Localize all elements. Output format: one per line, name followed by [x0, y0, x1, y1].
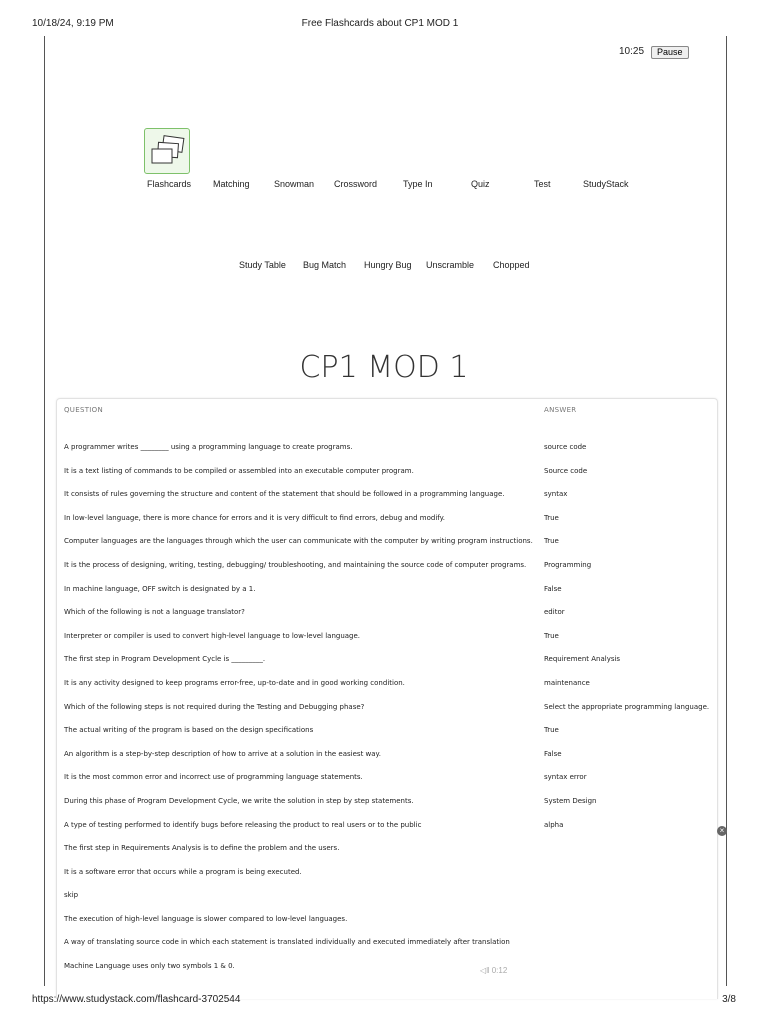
table-row [64, 655, 724, 679]
answer-cell: syntax error [544, 773, 587, 782]
mode-quiz[interactable]: Quiz [471, 179, 490, 189]
table-row [64, 514, 724, 538]
flashcards-icon[interactable] [144, 128, 190, 174]
mode-hungry-bug[interactable]: Hungry Bug [364, 260, 412, 270]
table-row [64, 962, 724, 986]
answer-cell: True [544, 513, 559, 522]
question-cell: During this phase of Program Development Cycle, we write the solution in step by step statements. [64, 796, 414, 805]
question-cell: A programmer writes ________ using a programming language to create programs. [64, 443, 353, 451]
question-cell: The first step in Program Development Cycle is _________. [64, 655, 266, 664]
question-cell: A type of testing performed to identify bugs before releasing the product to real users or to the public [64, 820, 422, 829]
table-row [64, 537, 724, 561]
mode-crossword[interactable]: Crossword [334, 179, 378, 189]
table-row [64, 821, 724, 845]
answer-cell: False [544, 584, 562, 593]
table-rows [64, 443, 724, 986]
mode-chopped[interactable]: Chopped [493, 260, 530, 270]
print-page-number: 3/8 [722, 994, 736, 1005]
answer-cell: editor [544, 608, 565, 617]
page-frame-left [44, 36, 45, 986]
print-footer [32, 994, 736, 1008]
question-cell: Interpreter or compiler is used to convert high-level language to low-level language. [64, 631, 361, 640]
mode-studystack[interactable]: StudyStack [583, 179, 629, 189]
print-title: Free Flashcards about CP1 MOD 1 [301, 18, 459, 29]
media-controls[interactable] [480, 966, 507, 975]
mode-type-in[interactable]: Type In [403, 179, 433, 189]
media-time: 0:12 [491, 966, 508, 975]
table-row [64, 868, 724, 892]
question-cell: It is any activity designed to keep programs error-free, up-to-date and in good working condition. [64, 678, 405, 687]
question-cell: In low-level language, there is more chance for errors and it is very difficult to find errors, debug and modify. [64, 513, 445, 522]
answer-cell: maintenance [544, 678, 590, 687]
question-cell: Which of the following is not a language translator? [64, 608, 245, 617]
table-row [64, 632, 724, 656]
table-row [64, 938, 724, 962]
pause-button[interactable]: Pause [651, 46, 689, 59]
mode-test[interactable]: Test [534, 179, 551, 189]
play-pause-icon[interactable]: ◁‖ [480, 966, 490, 975]
table-row [64, 585, 724, 609]
timer-display: 10:25 [619, 46, 645, 57]
table-row [64, 561, 724, 585]
answer-cell: System Design [544, 796, 597, 805]
table-row [64, 490, 724, 514]
answer-cell: syntax [544, 490, 568, 499]
page-frame-right [726, 36, 727, 986]
question-cell: Computer languages are the languages through which the user can communicate with the computer by writing program instructions. [64, 537, 533, 546]
table-row [64, 844, 724, 868]
mode-bug-match[interactable]: Bug Match [303, 260, 347, 270]
answer-cell: False [544, 749, 562, 758]
table-row [64, 797, 724, 821]
question-cell: It is the most common error and incorrect use of programming language statements. [64, 773, 363, 782]
question-cell: Which of the following steps is not required during the Testing and Debugging phase? [64, 702, 365, 711]
question-cell: The execution of high-level language is slower compared to low-level languages. [64, 914, 348, 923]
question-cell: The first step in Requirements Analysis is to define the problem and the users. [64, 844, 340, 853]
question-cell: It consists of rules governing the structure and content of the statement that should be followed in a programming language. [64, 490, 505, 499]
print-url: https://www.studystack.com/flashcard-3702544 [32, 994, 241, 1005]
answer-column-header: ANSWER [544, 406, 577, 414]
answer-cell: Source code [544, 466, 588, 475]
answer-cell: source code [544, 443, 587, 451]
answer-cell: True [544, 537, 559, 546]
mode-snowman[interactable]: Snowman [274, 179, 315, 189]
question-cell: A way of translating source code in which each statement is translated individually and executed immediately after translation [64, 938, 510, 947]
print-date: 10/18/24, 9:19 PM [32, 18, 114, 29]
mode-study-table[interactable]: Study Table [239, 260, 286, 270]
question-cell: skip [64, 891, 79, 900]
question-cell: It is the process of designing, writing, testing, debugging/ troubleshooting, and maintaining the source code of computer programs. [64, 560, 527, 569]
answer-cell: True [544, 631, 559, 640]
question-cell: In machine language, OFF switch is designated by a 1. [64, 584, 256, 593]
answer-cell: Requirement Analysis [544, 655, 621, 664]
mode-flashcards[interactable]: Flashcards [147, 179, 192, 189]
question-cell: An algorithm is a step-by-step description of how to arrive at a solution in the easiest way. [64, 749, 381, 758]
table-row [64, 773, 724, 797]
table-row [64, 467, 724, 491]
mode-unscramble[interactable]: Unscramble [426, 260, 475, 270]
answer-cell: True [544, 726, 559, 735]
answer-cell: Select the appropriate programming language. [544, 702, 710, 711]
table-row [64, 608, 724, 632]
question-column-header: QUESTION [64, 406, 103, 414]
question-cell: The actual writing of the program is based on the design specifications [64, 726, 314, 735]
question-cell: Machine Language uses only two symbols 1 & 0. [64, 962, 235, 971]
question-cell: It is a text listing of commands to be compiled or assembled into an executable computer program. [64, 466, 414, 475]
table-row [64, 726, 724, 750]
deck-title: CP1 MOD 1 [299, 350, 469, 385]
question-cell: It is a software error that occurs while a program is being executed. [64, 867, 302, 876]
close-icon[interactable]: × [717, 826, 727, 836]
table-row [64, 915, 724, 939]
table-row [64, 679, 724, 703]
table-row [64, 443, 724, 467]
print-header [32, 18, 728, 32]
table-row [64, 703, 724, 727]
table-row [64, 750, 724, 774]
answer-cell: Programming [544, 560, 592, 569]
mode-matching[interactable]: Matching [213, 179, 250, 189]
table-row [64, 891, 724, 915]
answer-cell: alpha [544, 820, 564, 829]
